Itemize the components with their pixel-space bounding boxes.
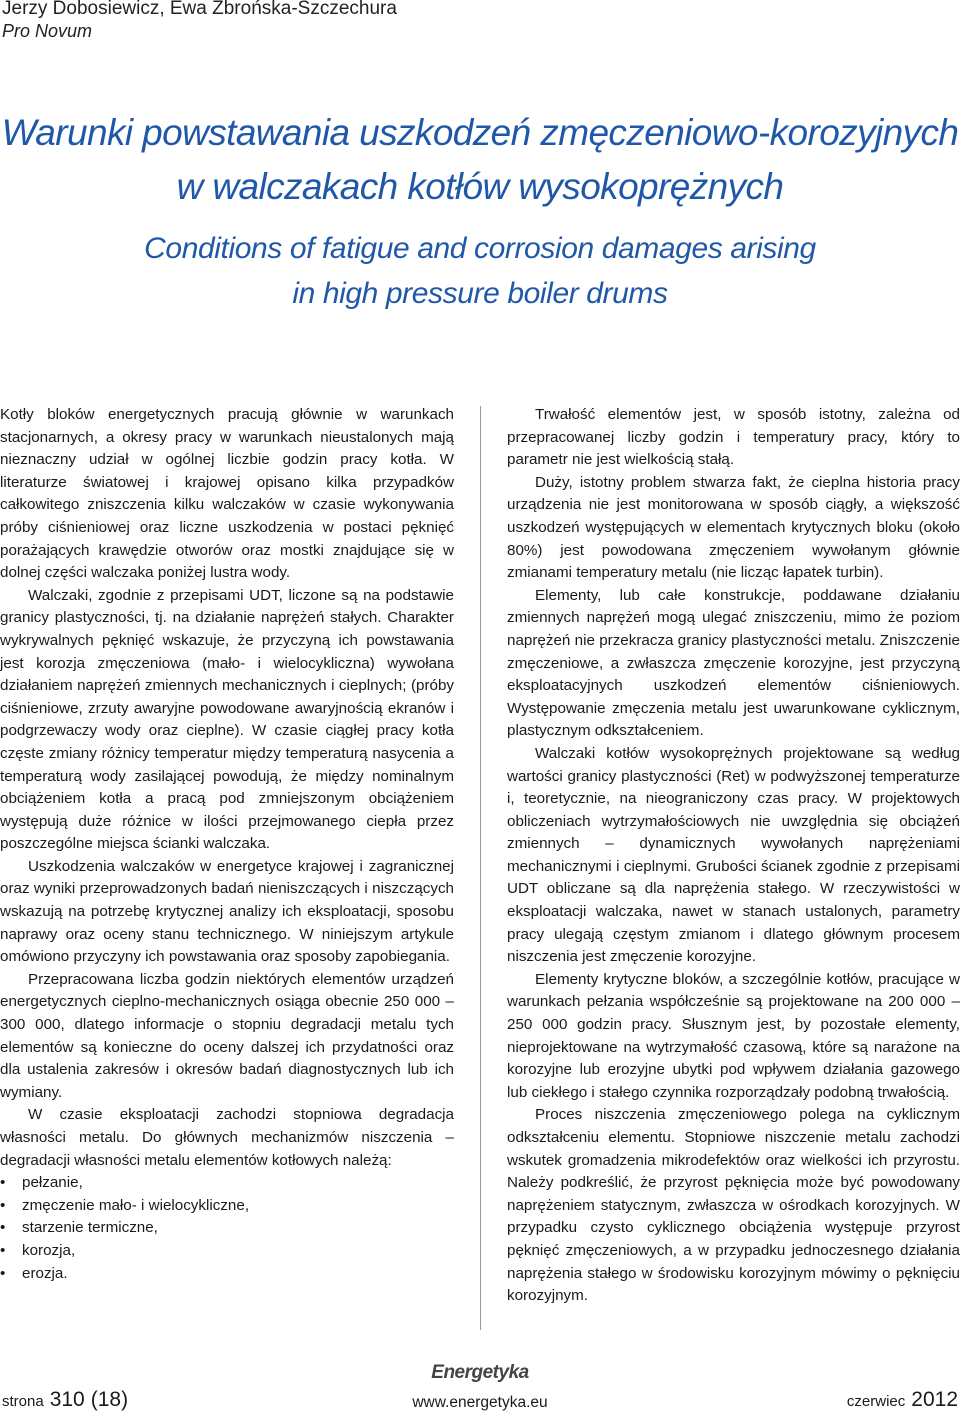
right-paragraph-1: Trwałość elementów jest, w sposób istotny, zależna od przepracowanej liczby godzin i temperatury pracy, który to parametr nie jest wielkością stałą. bbox=[507, 406, 960, 469]
right-column bbox=[507, 404, 960, 1308]
issue-date bbox=[847, 1388, 958, 1412]
list-item: • starzenie termiczne, bbox=[0, 1217, 454, 1240]
title-en-line2: in high pressure boiler drums bbox=[292, 277, 668, 310]
left-column bbox=[0, 404, 454, 1285]
right-paragraph-5: Elementy krytyczne bloków, a szczególnie kotłów, pracujące w warunkach pełzania współcześnie są projektowane na 200 000 – 250 000 godzin pracy. Słusznym jest, by pozostałe elementy, nieprojektowane na wytrzymałość czasową, które są narażone na korozyjne lub erozyjne ubytki pod wpływem działania gazowego lub ciekłego i stałego czynnika rozporządzały podobną trwałością. bbox=[507, 970, 960, 1101]
issue-year: 2012 bbox=[911, 1388, 958, 1411]
left-paragraph-5: W czasie eksploatacji zachodzi stopniowa degradacja własności metalu. Do głównych mechanizmów niszczenia – degradacji własności metalu elementów kotłowych należą: bbox=[0, 1106, 454, 1169]
left-paragraph-1: Kotły bloków energetycznych pracują głównie w warunkach stacjonarnych, a okresy pracy w warunkach nieustalonych mają nieznaczny udział w ogólnej liczbie godzin pracy kotła. W literaturze światowej i krajowej opisano kilka przypadków całkowitego zniszczenia kilku walczaków w czasie wykonywania próby ciśnieniowej oraz liczne uszkodzenia w postaci pęknięć porażających krawędzie otworów oraz mostki znajdujące się w dolnej części walczaka poniżej lustra wody. bbox=[0, 406, 454, 582]
authors-names: Jerzy Dobosiewicz, Ewa Zbrońska-Szczechura bbox=[2, 0, 397, 19]
left-paragraph-4: Przepracowana liczba godzin niektórych elementów urządzeń energetycznych cieplno-mechanicznych osiąga obecnie 250 000 – 300 000, dlatego informacje o stopniu degradacji metalu tych elementów są konieczne do oceny dalszej ich przydatności oraz dla ustalenia zakresów i okresów badań diagnostycznych lub ich wymiany. bbox=[0, 970, 454, 1101]
title-pl-line1: Warunki powstawania uszkodzeń zmęczeniowo-korozyjnych bbox=[1, 112, 959, 153]
issue-month: czerwiec bbox=[846, 1393, 906, 1410]
column-divider bbox=[480, 406, 481, 1330]
title-en-line1: Conditions of fatigue and corrosion damages arising bbox=[144, 232, 816, 265]
degradation-mechanisms-list bbox=[0, 1172, 454, 1285]
list-item: • korozja, bbox=[0, 1240, 454, 1263]
page-footer bbox=[0, 1362, 960, 1418]
title-polish bbox=[0, 106, 960, 214]
issue-number: (18) bbox=[90, 1388, 129, 1411]
right-paragraph-4: Walczaki kotłów wysokoprężnych projektowane są według wartości granicy plastyczności (Ret) w podwyższonej temperaturze i, teoretycznie, na nieograniczony czas pracy. W projektowych obliczeniach wytrzymałościowych nie uwzględnia się obciążeń zmiennych – dynamicznych wywołanych naprężeniami mechanicznymi i cieplnymi. Grubości ścianek zgodnie z przepisami UDT obliczane są dla naprężenia stałego. W rzeczywistości w eksploatacji walczaka, nawet w stanach ustalonych, parametry pracy ulegają częstym zmianom i dlatego głównym procesem niszczenia jest zmęczenie korozyjne. bbox=[507, 744, 960, 966]
title-english bbox=[0, 226, 960, 316]
list-item: • zmęczenie mało- i wielocykliczne, bbox=[0, 1195, 454, 1218]
right-paragraph-2: Duży, istotny problem stwarza fakt, że cieplna historia pracy urządzenia nie jest monitorowana w sposób ciągły, a większość uszkodzeń występujących w elementach krytycznych bloku (około 80%) jest powodowana zmęczeniem wywołanym głównie zmianami temperatury metalu (nie licząc łapatek turbin). bbox=[507, 473, 960, 582]
page-number: 310 bbox=[49, 1388, 85, 1411]
left-paragraph-3: Uszkodzenia walczaków w energetyce krajowej i zagranicznej oraz wyniki przeprowadzonych badań nieniszczących i niszczących wskazują na potrzebę krytycznej analizy ich eksploatacji, sposobu naprawy oraz oceny stanu technicznego. W niniejszym artykule omówiono przyczyny ich powstawania oraz sposoby zapobiegania. bbox=[0, 857, 454, 966]
page-label: strona bbox=[2, 1393, 44, 1410]
header-authors bbox=[2, 0, 397, 42]
journal-name: Pro Novum bbox=[2, 21, 93, 41]
left-paragraph-2: Walczaki, zgodnie z przepisami UDT, liczone są na podstawie granicy plastyczności, tj. na działanie naprężeń stałych. Charakter wykrywalnych pęknięć wskazuje, że przyczyną ich powstawania jest korozja zmęczeniowa (mało- i wielocykliczna) wywołana działaniem naprężeń zmiennych mechanicznych i cieplnych; (próby ciśnieniowe, zrzuty awaryjne powodowane awaryjnością ekranów i podgrzewaczy wody oraz cieplne). W czasie ciągłej pracy kotła częste zmiany różnicy temperatur między temperaturą nasycenia a temperaturą wody zasilającej powodują, że między nominalnym obciążeniem kotła a pracą pod zmniejszonym obciążeniem występują duże różnice w ilości przejmowanego ciepła przez poszczególne miejsca ścianki walczaka. bbox=[0, 586, 454, 853]
title-pl-line2: w walczakach kotłów wysokoprężnych bbox=[176, 166, 784, 207]
website-link[interactable]: www.energetyka.eu bbox=[412, 1394, 548, 1411]
right-paragraph-6: Proces niszczenia zmęczeniowego polega na cyklicznym odkształceniu elementu. Stopniowe niszczenie metalu zachodzi wskutek gromadzenia mikrodefektów oraz wielkości ich przyrostu. Należy podkreślić, że przyrost pęknięcia może być powodowany naprężeniem statycznym, zwłaszcza w ośrodkach korozyjnych. W przypadku czysto cyklicznego obciążenia występuje przyrost pęknięć zmęczeniowych, a w przypadku jednoczesnego działania naprężenia stałego w środowisku korozyjnym mówimy o pęknięciu korozyjnym. bbox=[507, 1106, 960, 1305]
list-item: • pełzanie, bbox=[0, 1172, 454, 1195]
list-item: • erozja. bbox=[0, 1263, 454, 1286]
energetyka-logo: Energetyka bbox=[431, 1362, 529, 1383]
right-paragraph-3: Elementy, lub całe konstrukcje, poddawane działaniu zmiennych naprężeń mogą ulegać zniszczeniu, mimo że poziom naprężeń nie przekracza granicy plastyczności metalu. Zniszczenie zmęczeniowe, a zwłaszcza zmęczenie korozyjne, jest przyczyną eksploatacyjnych uszkodzeń elementów ciśnieniowych. Występowanie zmęczenia metalu jest uwarunkowane cyklicznym, plastycznym odkształceniem. bbox=[507, 586, 960, 740]
